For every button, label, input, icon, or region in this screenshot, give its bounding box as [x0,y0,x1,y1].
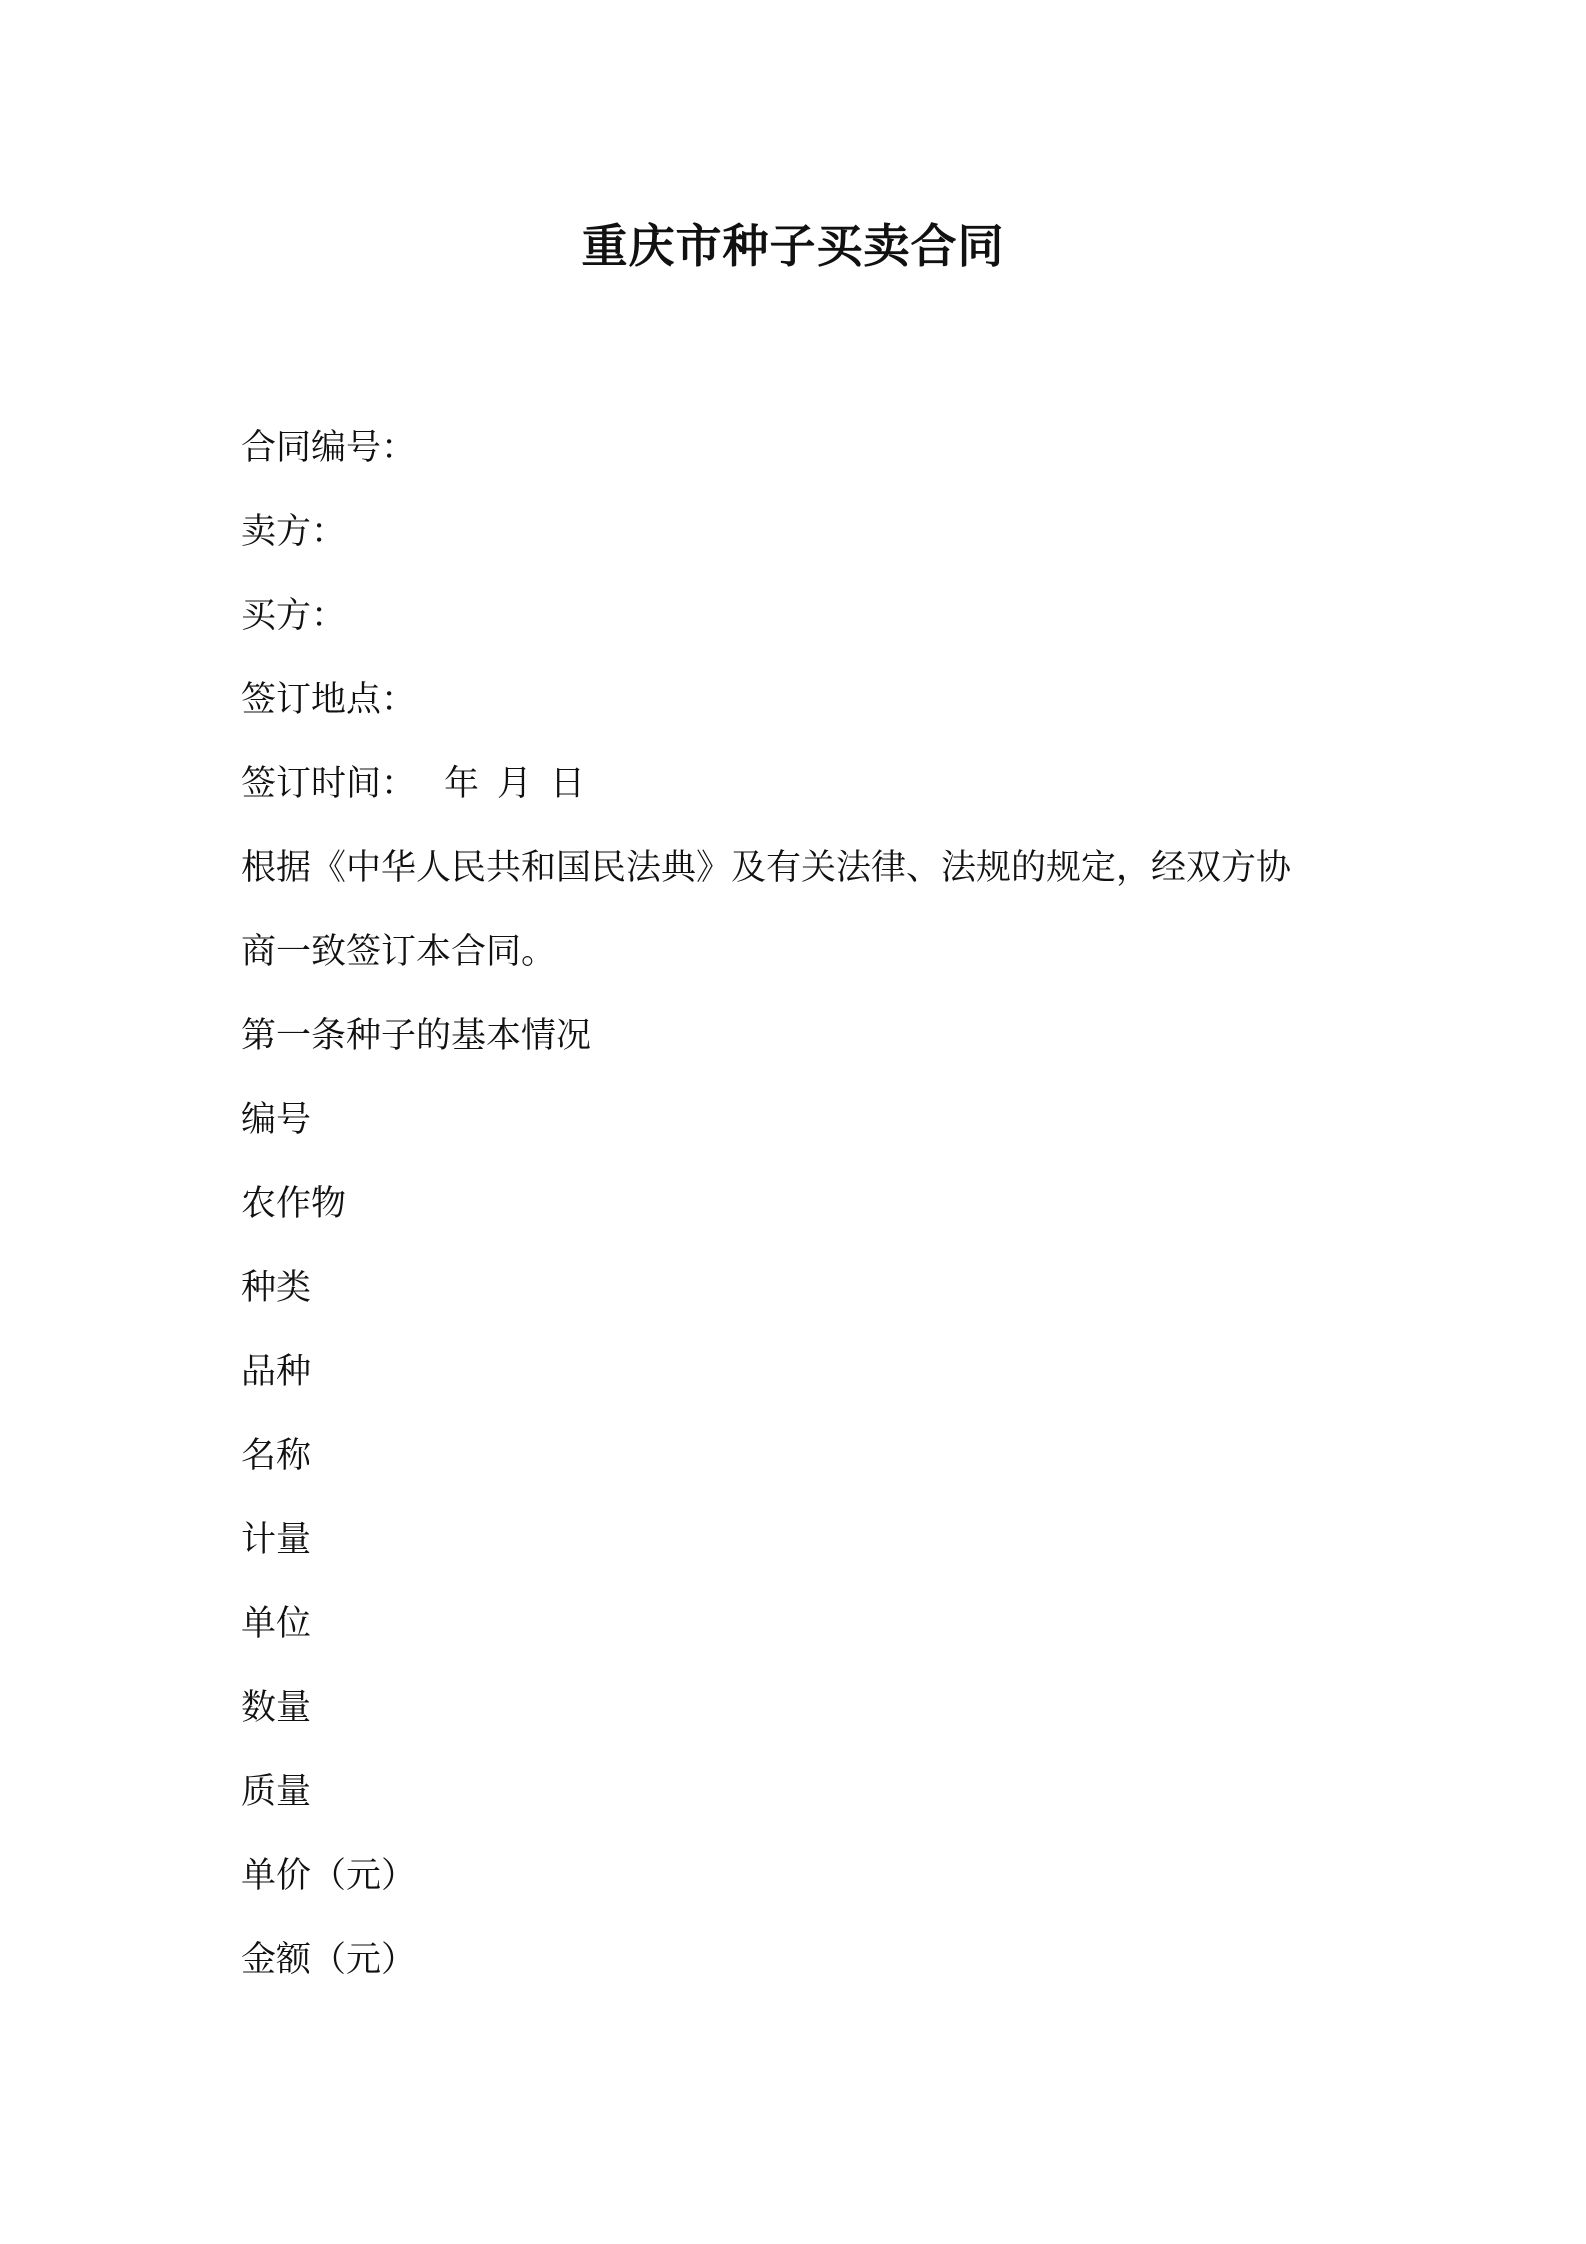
intro-paragraph-line-1: 根据《中华人民共和国民法典》及有关法律、法规的规定，经双方协 [241,848,1292,888]
seed-item-amount: 金额（元） [241,1940,417,1980]
buyer-field: 买方： [241,596,347,636]
seed-item-type: 种类 [241,1268,312,1308]
intro-paragraph-line-2: 商一致签订本合同。 [241,932,557,972]
contract-number-field: 合同编号： [241,428,417,468]
seller-field: 卖方： [241,512,347,552]
sign-month: 月 [497,764,533,804]
seed-item-crop: 农作物 [241,1184,347,1224]
seed-item-quantity: 数量 [241,1688,312,1728]
seed-item-quality: 质量 [241,1772,312,1812]
sign-time-field [241,742,1361,826]
seed-item-name: 名称 [241,1436,312,1476]
article-1-heading: 第一条种子的基本情况 [241,1016,592,1056]
sign-year: 年 [444,764,480,804]
seed-item-unit-price: 单价（元） [241,1856,417,1896]
sign-place-field: 签订地点： [241,680,417,720]
seed-item-number: 编号 [241,1100,312,1140]
sign-time-label: 签订时间： [241,764,417,804]
document-body [241,406,1361,2002]
seed-item-measure: 计量 [241,1520,312,1560]
document-title: 重庆市种子买卖合同 [581,219,1005,273]
seed-item-unit: 单位 [241,1604,312,1644]
seed-item-variety: 品种 [241,1352,312,1392]
sign-day: 日 [550,764,586,804]
